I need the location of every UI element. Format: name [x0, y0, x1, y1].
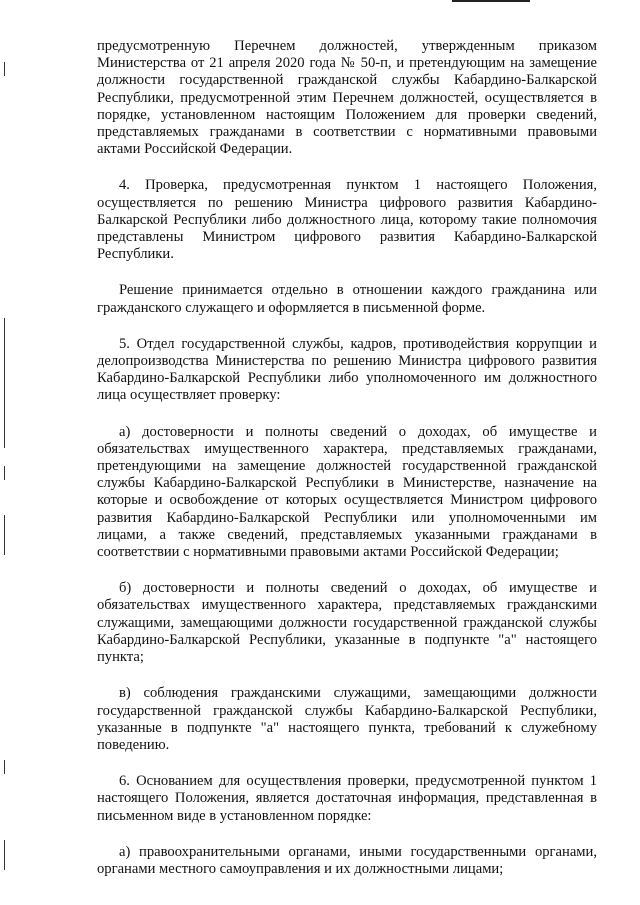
paragraph: 4. Проверка, предусмотренная пунктом 1 настоящего Положения, осуществляется по решению Министра цифрового развития Кабардино-Балкарской Республики либо должностного лица, которому такие полномочия представлены Министром цифрового развития Кабардино-Балкарской Республики. — [97, 177, 597, 263]
scan-mark — [4, 760, 5, 774]
paragraph: б) достоверности и полноты сведений о доходах, об имуществе и обязательствах имущественного характера, представляемых гражданскими служащими, замещающими должности государственной гражданской службы Кабардино-Балкарской Республики, указанные в подпункте "а" настоящего пункта; — [97, 580, 597, 666]
paragraph: в) соблюдения гражданскими служащими, замещающими должности государственной гражданской службы Кабардино-Балкарской Республики, указанные в подпункте "а" настоящего пункта, требований к служебному поведению. — [97, 685, 597, 753]
scan-mark — [4, 466, 5, 480]
scan-mark — [4, 840, 5, 870]
scan-mark — [4, 62, 5, 76]
paragraph: 6. Основанием для осуществления проверки, предусмотренной пунктом 1 настоящего Положения, является достаточная информация, представленная в письменном виде в установленном порядке: — [97, 773, 597, 824]
document-page — [97, 38, 597, 878]
paragraph: 5. Отдел государственной службы, кадров, противодействия коррупции и делопроизводства Министерства по решению Министра цифрового развития Кабардино-Балкарской Республики либо уполномоченного им должностного лица осуществляет проверку: — [97, 335, 597, 404]
scan-mark — [4, 515, 5, 555]
paragraph: Решение принимается отдельно в отношении каждого гражданина или гражданского служащего и оформляется в письменной форме. — [97, 282, 597, 316]
scan-mark — [4, 318, 5, 448]
paragraph: а) достоверности и полноты сведений о доходах, об имуществе и обязательствах имущественного характера, представляемых гражданами, претендующими на замещение должностей государственной гражданской службы Кабардино-Балкарской Республики в Министерстве, назначение на которые и освобождение от которых осуществляется Министром цифрового развития Кабардино-Балкарской Республики или уполномоченными им лицами, а также сведений, представляемых указанными гражданами в соответствии с нормативными правовыми актами Российской Федерации; — [97, 423, 597, 561]
top-rule — [452, 0, 530, 2]
paragraph: а) правоохранительными органами, иными государственными органами, органами местного самоуправления и их должностными лицами; — [97, 843, 597, 877]
paragraph: предусмотренную Перечнем должностей, утвержденным приказом Министерства от 21 апреля 2020 года № 50-п, и претендующим на замещение должности государственной гражданской службы Кабардино-Балкарской Республики, предусмотренной этим Перечнем должностей, осуществляется в порядке, установленном настоящим Положением для проверки сведений, представляемых гражданами в соответствии с нормативными правовыми актами Российской Федерации. — [97, 38, 597, 158]
